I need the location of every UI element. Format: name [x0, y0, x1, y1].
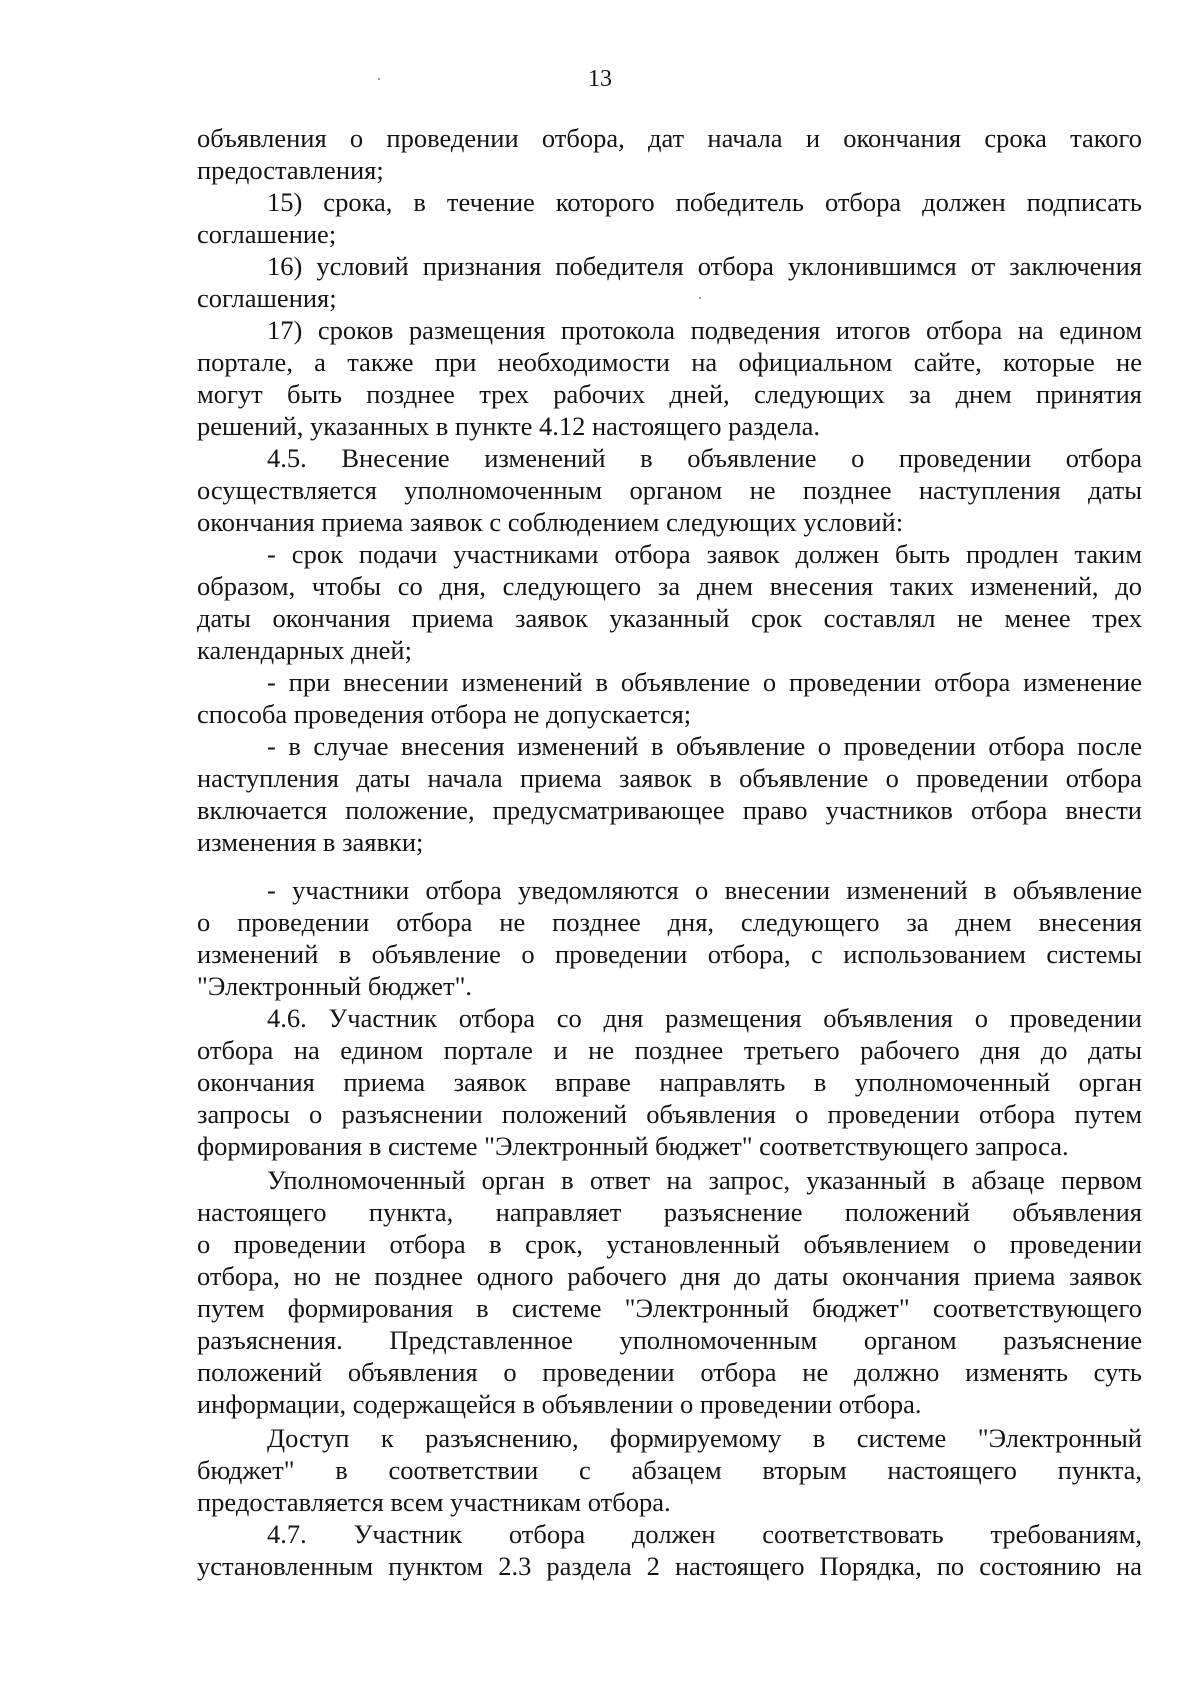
- text-line: способа проведения отбора не допускается;: [197, 699, 692, 729]
- text-line: о проведении отбора не позднее дня, следующего за днем внесения: [197, 907, 1142, 937]
- text-line: Уполномоченный орган в ответ на запрос, указанный в абзаце первом: [267, 1165, 1142, 1195]
- text-line: предоставляется всем участникам отбора.: [197, 1487, 671, 1517]
- text-line: решений, указанных в пункте 4.12 настоящего раздела.: [197, 411, 820, 441]
- text-line: 15) срока, в течение которого победитель отбора должен подписать: [267, 187, 1142, 217]
- text-line: 4.7. Участник отбора должен соответствовать требованиям,: [267, 1519, 1142, 1549]
- text-line: - участники отбора уведомляются о внесении изменений в объявление: [267, 875, 1142, 905]
- text-line: окончания приема заявок с соблюдением следующих условий:: [197, 507, 904, 537]
- text-line: 4.6. Участник отбора со дня размещения объявления о проведении: [267, 1003, 1142, 1033]
- text-line: включается положение, предусматривающее право участников отбора внести: [197, 795, 1142, 825]
- text-line: - в случае внесения изменений в объявление о проведении отбора после: [267, 731, 1142, 761]
- text-line: изменений в объявление о проведении отбора, с использованием системы: [197, 939, 1142, 969]
- text-line: формирования в системе "Электронный бюджет" соответствующего запроса.: [197, 1131, 1069, 1161]
- text-line: календарных дней;: [197, 635, 412, 665]
- text-line: даты окончания приема заявок указанный срок составлял не менее трех: [197, 603, 1142, 633]
- text-line: настоящего пункта, направляет разъяснение положений объявления: [197, 1197, 1142, 1227]
- text-line: путем формирования в системе "Электронный бюджет" соответствующего: [197, 1293, 1142, 1323]
- text-line: положений объявления о проведении отбора не должно изменять суть: [197, 1357, 1142, 1387]
- text-line: портале, а также при необходимости на официальном сайте, которые не: [197, 347, 1142, 377]
- text-line: объявления о проведении отбора, дат начала и окончания срока такого: [197, 123, 1142, 153]
- text-line: осуществляется уполномоченным органом не позднее наступления даты: [197, 475, 1142, 505]
- text-line: информации, содержащейся в объявлении о проведении отбора.: [197, 1389, 922, 1419]
- text-line: бюджет" в соответствии с абзацем вторым настоящего пункта,: [197, 1455, 1142, 1485]
- text-line: установленным пунктом 2.3 раздела 2 настоящего Порядка, по состоянию на: [197, 1551, 1142, 1581]
- text-line: отбора на едином портале и не позднее третьего рабочего дня до даты: [197, 1035, 1142, 1065]
- text-line: - при внесении изменений в объявление о проведении отбора изменение: [267, 667, 1142, 697]
- page-number: 13: [588, 66, 612, 92]
- text-line: - срок подачи участниками отбора заявок должен быть продлен таким: [267, 539, 1142, 569]
- text-line: окончания приема заявок вправе направлять в уполномоченный орган: [197, 1067, 1142, 1097]
- text-line: "Электронный бюджет".: [197, 971, 473, 1001]
- text-line: 16) условий признания победителя отбора уклонившимся от заключения: [267, 251, 1142, 281]
- text-line: предоставления;: [197, 155, 384, 185]
- text-line: разъяснения. Представленное уполномоченным органом разъяснение: [197, 1325, 1142, 1355]
- text-line: образом, чтобы со дня, следующего за днем внесения таких изменений, до: [197, 571, 1142, 601]
- text-line: 17) сроков размещения протокола подведения итогов отбора на едином: [267, 315, 1142, 345]
- text-line: наступления даты начала приема заявок в объявление о проведении отбора: [197, 763, 1142, 793]
- text-line: отбора, но не позднее одного рабочего дня до даты окончания приема заявок: [197, 1261, 1142, 1291]
- text-line: Доступ к разъяснению, формируемому в системе "Электронный: [267, 1423, 1142, 1453]
- text-line: о проведении отбора в срок, установленный объявлением о проведении: [197, 1229, 1142, 1259]
- text-line: изменения в заявки;: [197, 827, 424, 857]
- text-line: соглашения;: [197, 283, 337, 313]
- text-line: 4.5. Внесение изменений в объявление о проведении отбора: [267, 443, 1142, 473]
- text-line: соглашение;: [197, 219, 337, 249]
- scan-speck: [378, 78, 380, 80]
- text-line: запросы о разъяснении положений объявления о проведении отбора путем: [197, 1099, 1142, 1129]
- text-line: могут быть позднее трех рабочих дней, следующих за днем принятия: [197, 379, 1142, 409]
